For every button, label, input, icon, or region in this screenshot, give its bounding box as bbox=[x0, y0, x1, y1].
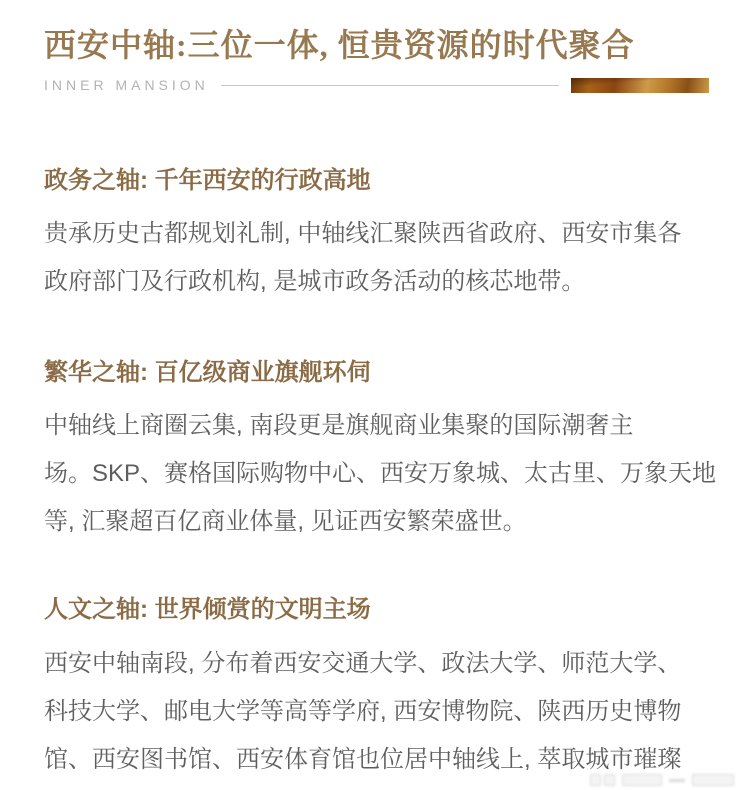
section-heading: 政务之轴: 千年西安的行政高地 bbox=[44, 167, 371, 194]
gold-texture-bar bbox=[571, 78, 709, 93]
header-divider-line bbox=[221, 85, 559, 86]
section-culture-axis bbox=[44, 595, 696, 784]
paragraph-line: 馆、西安图书馆、西安体育馆也位居中轴线上, 萃取城市璀璨 bbox=[44, 746, 682, 773]
paragraph-line: 等, 汇聚超百亿商业体量, 见证西安繁荣盛世。 bbox=[44, 508, 527, 535]
page-title: 西安中轴:三位一体, 恒贵资源的时代聚合 bbox=[44, 27, 635, 63]
watermark-icon bbox=[590, 774, 601, 786]
watermark-icon bbox=[604, 774, 615, 786]
section-commerce-axis bbox=[44, 358, 717, 546]
section-paragraph bbox=[44, 210, 696, 306]
section-government-axis bbox=[44, 166, 696, 306]
header-brand-row bbox=[44, 76, 696, 94]
paragraph-line: 场。SKP、赛格国际购物中心、西安万象城、太古里、万象天地 bbox=[44, 460, 717, 487]
watermark-dash bbox=[669, 779, 685, 782]
section-paragraph bbox=[44, 402, 717, 546]
paragraph-line: 贵承历史古都规划礼制, 中轴线汇聚陕西省政府、西安市集各 bbox=[44, 220, 682, 247]
section-heading: 人文之轴: 世界倾赏的文明主场 bbox=[44, 596, 371, 623]
paragraph-line: 中轴线上商圈云集, 南段更是旗舰商业集聚的国际潮奢主 bbox=[44, 412, 634, 439]
brand-english-label: INNER MANSION bbox=[44, 77, 209, 93]
watermark-text-blur bbox=[692, 774, 734, 786]
watermark-logo bbox=[590, 774, 734, 786]
section-paragraph bbox=[44, 640, 696, 784]
paragraph-line: 科技大学、邮电大学等高等学府, 西安博物院、陕西历史博物 bbox=[44, 698, 682, 725]
paragraph-line: 政府部门及行政机构, 是城市政务活动的核芯地带。 bbox=[44, 268, 586, 295]
watermark-text-blur bbox=[622, 774, 662, 786]
paragraph-line: 西安中轴南段, 分布着西安交通大学、政法大学、师范大学、 bbox=[44, 650, 682, 677]
section-heading: 繁华之轴: 百亿级商业旗舰环伺 bbox=[44, 359, 371, 386]
